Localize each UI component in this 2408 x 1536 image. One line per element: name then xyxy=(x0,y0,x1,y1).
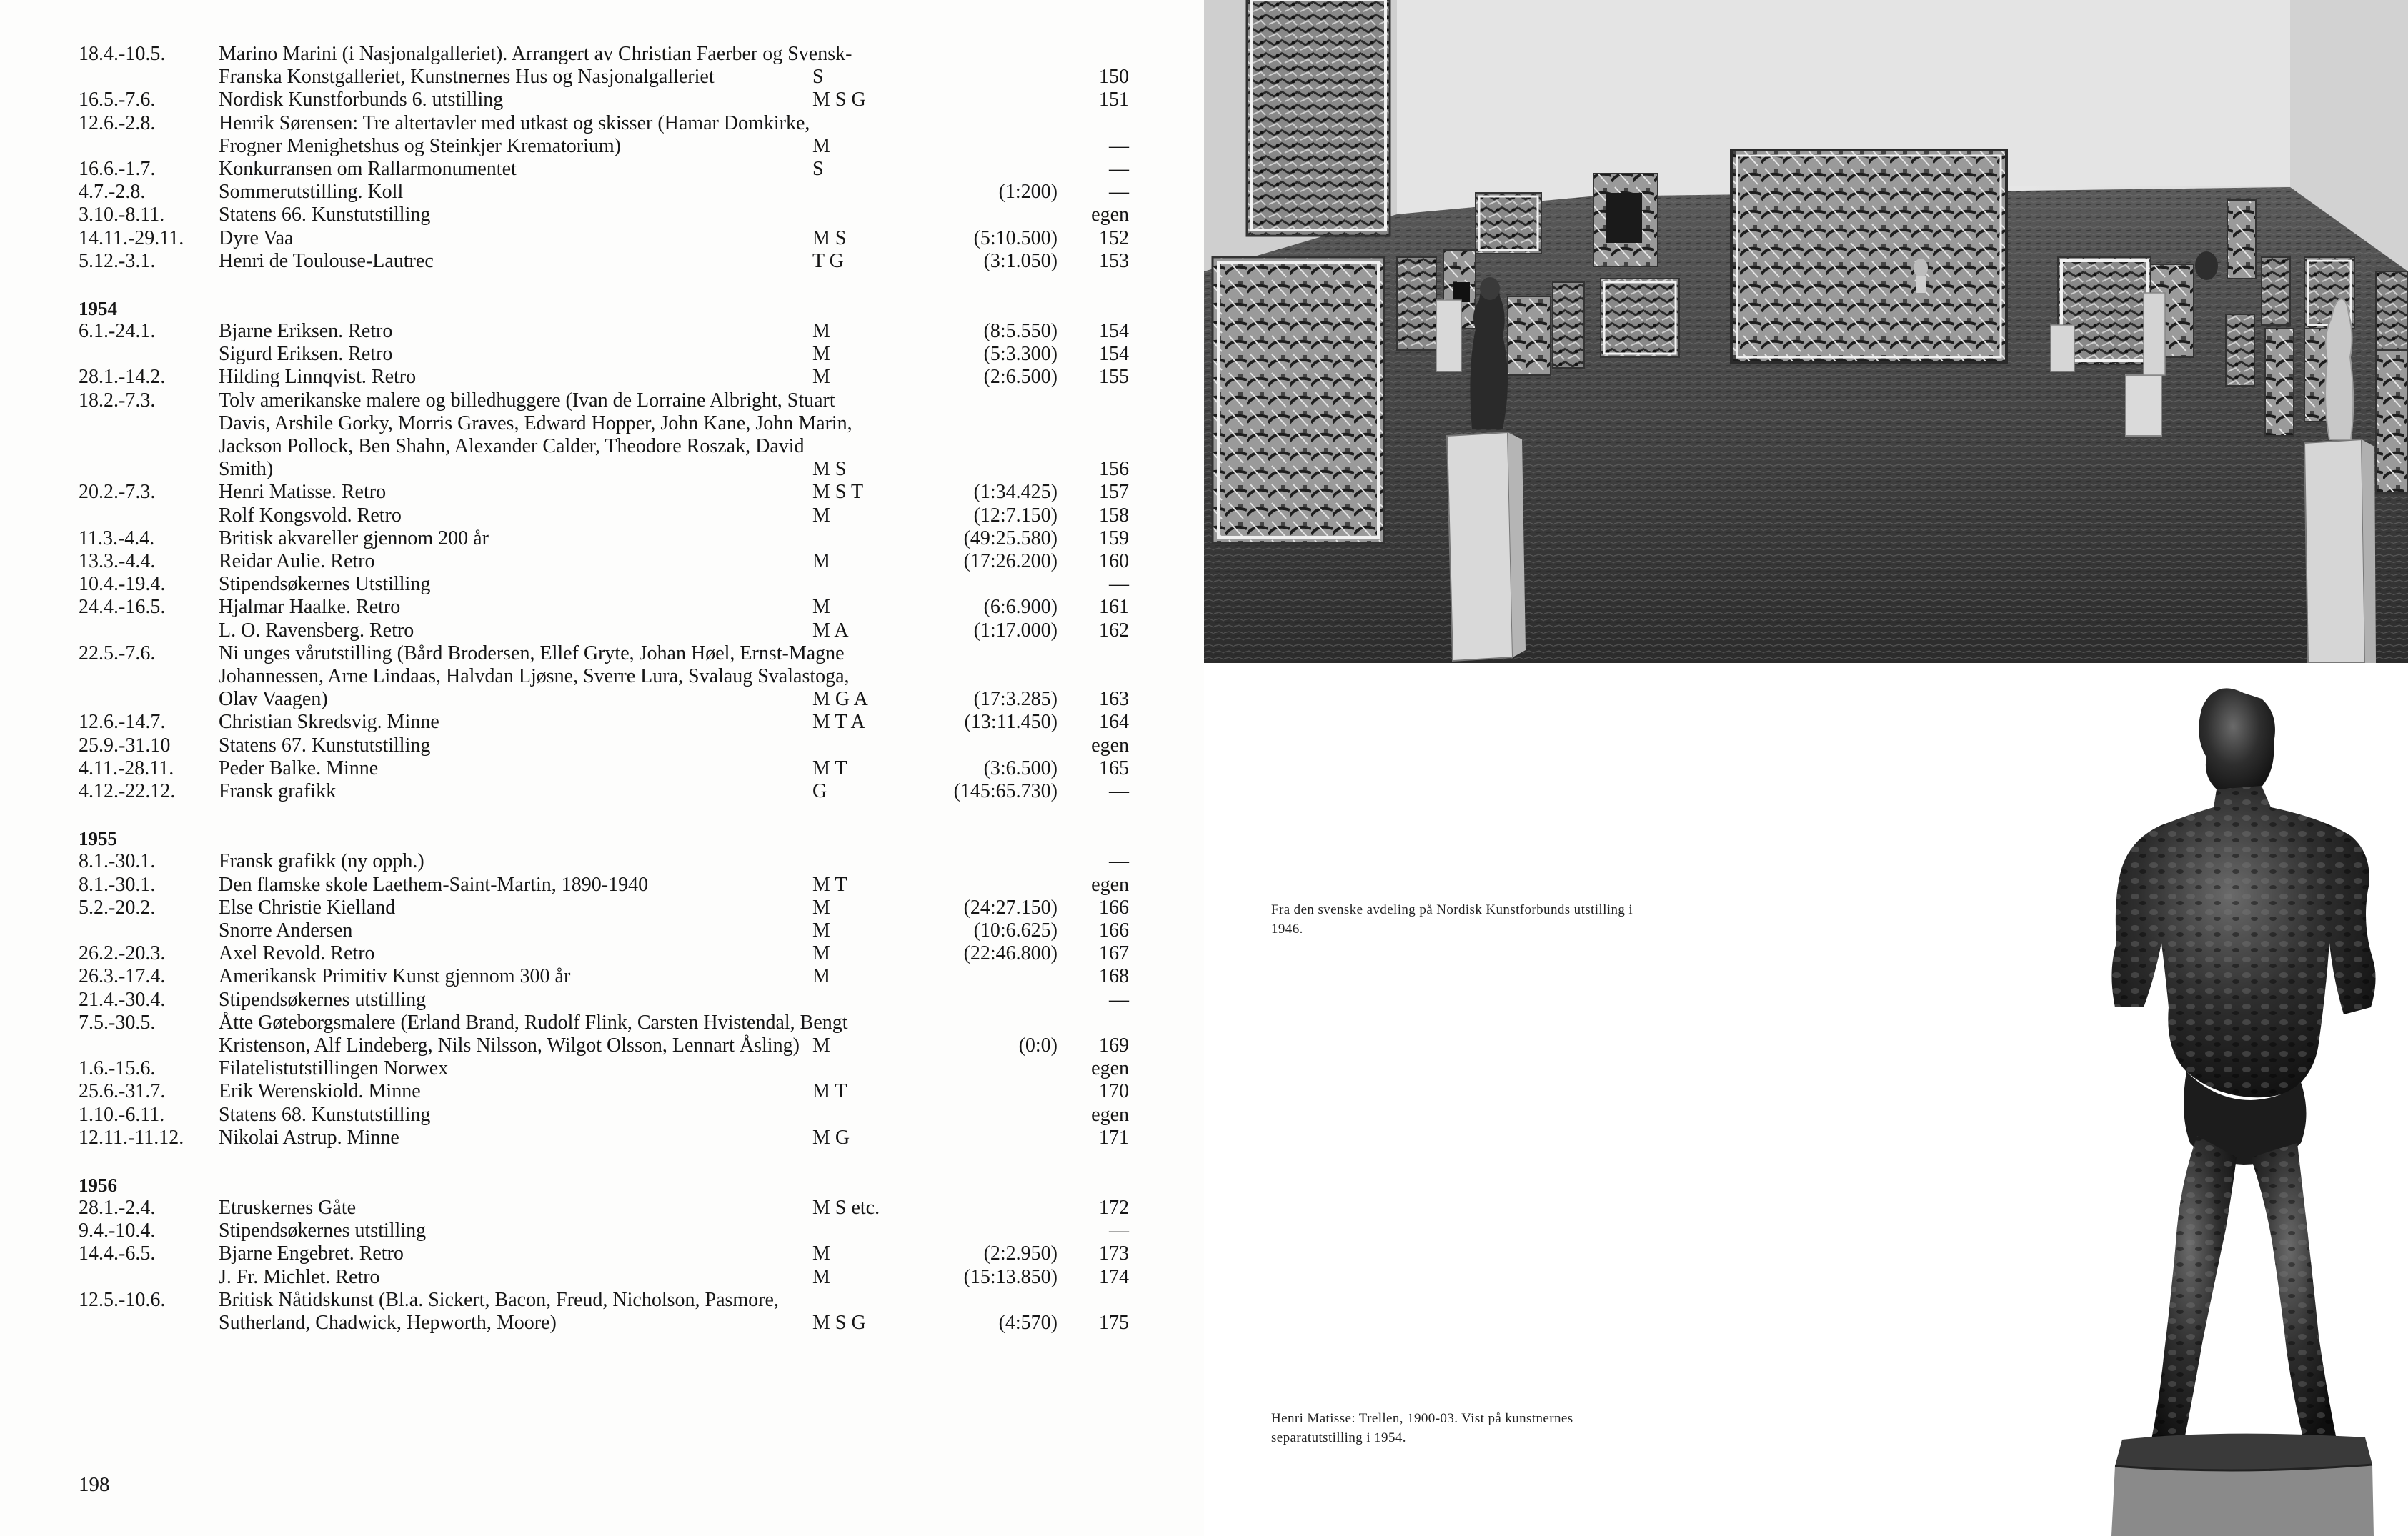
catalogue-number: — xyxy=(1109,181,1129,204)
year-block xyxy=(79,1174,1129,1335)
catalogue-number: 174 xyxy=(1099,1265,1129,1288)
catalogue-number: 156 xyxy=(1099,458,1129,481)
sculpture-photo xyxy=(2036,672,2408,1536)
exhibition-code: M G xyxy=(812,1126,850,1149)
exhibition-code: M G A xyxy=(812,688,868,711)
year-block xyxy=(79,43,1129,273)
exhibition-code: M xyxy=(812,1242,830,1265)
exhibition-visitors: (5:10.500) xyxy=(973,226,1058,249)
exhibition-code: M S G xyxy=(812,89,866,111)
exhibition-row xyxy=(79,573,1129,596)
exhibition-date: 28.1.-14.2. xyxy=(79,366,166,389)
exhibition-title: Åtte Gøteborgsmalere (Erland Brand, Rudolf Flink, Carsten Hvistendal, Bengt Kristenson, Alf Lindeberg, Nils Nilsson, Wilgot Olsson, Lennart Åsling) xyxy=(219,1011,848,1057)
catalogue-number: 170 xyxy=(1099,1080,1129,1103)
exhibition-date: 8.1.-30.1. xyxy=(79,850,156,873)
exhibition-row xyxy=(79,989,1129,1012)
exhibition-date: 7.5.-30.5. xyxy=(79,1011,156,1034)
exhibition-code: G xyxy=(812,780,827,803)
exhibition-row xyxy=(79,181,1129,204)
exhibition-title: Henri de Toulouse-Lautrec xyxy=(219,249,434,272)
exhibition-visitors: (17:26.200) xyxy=(963,550,1058,573)
exhibition-date: 20.2.-7.3. xyxy=(79,481,156,504)
catalogue-number: egen xyxy=(1091,1103,1129,1126)
exhibition-title: Marino Marini (i Nasjonalgalleriet). Arrangert av Christian Faerber og Svensk-Franska Konstgalleriet, Kunstnernes Hus og Nasjonalgalleriet xyxy=(219,43,852,89)
exhibition-row xyxy=(79,1289,1129,1335)
exhibition-visitors: (8:5.550) xyxy=(983,320,1058,343)
exhibition-visitors: (3:6.500) xyxy=(983,757,1058,779)
exhibition-title: Snorre Andersen xyxy=(219,919,353,942)
exhibition-date: 26.2.-20.3. xyxy=(79,942,166,965)
exhibition-title: Statens 68. Kunstutstilling xyxy=(219,1103,431,1126)
exhibition-code: M T xyxy=(812,1080,847,1103)
catalogue-number: 168 xyxy=(1099,965,1129,988)
catalogue-number: 166 xyxy=(1099,896,1129,919)
exhibition-code: M xyxy=(812,1034,830,1057)
exhibition-title: Stipendsøkernes Utstilling xyxy=(219,573,431,596)
exhibition-date: 8.1.-30.1. xyxy=(79,873,156,896)
exhibition-row xyxy=(79,320,1129,343)
exhibition-row xyxy=(79,919,1129,942)
catalogue-number: — xyxy=(1109,573,1129,596)
exhibition-date: 26.3.-17.4. xyxy=(79,965,166,988)
exhibition-date: 10.4.-19.4. xyxy=(79,573,166,596)
exhibition-visitors: (24:27.150) xyxy=(963,896,1058,919)
page-number: 198 xyxy=(79,1473,110,1496)
exhibition-title: Fransk grafikk (ny opph.) xyxy=(219,850,424,873)
exhibition-title: Erik Werenskiold. Minne xyxy=(219,1080,421,1103)
exhibition-code: M T xyxy=(812,873,847,896)
exhibition-row xyxy=(79,850,1129,873)
exhibition-title: Stipendsøkernes utstilling xyxy=(219,1220,427,1242)
exhibition-row xyxy=(79,158,1129,181)
exhibition-visitors: (4:570) xyxy=(998,1311,1058,1334)
catalogue-number: 169 xyxy=(1099,1034,1129,1057)
catalogue-number: — xyxy=(1109,134,1129,157)
catalogue-number: — xyxy=(1109,850,1129,873)
exhibition-date: 1.10.-6.11. xyxy=(79,1103,165,1126)
catalogue-number: egen xyxy=(1091,204,1129,226)
exhibition-visitors: (15:13.850) xyxy=(963,1265,1058,1288)
catalogue-number: 155 xyxy=(1099,366,1129,389)
exhibition-row xyxy=(79,965,1129,988)
exhibition-visitors: (1:200) xyxy=(998,181,1058,204)
exhibition-row xyxy=(79,711,1129,734)
exhibition-date: 14.4.-6.5. xyxy=(79,1242,156,1265)
exhibition-row xyxy=(79,780,1129,803)
catalogue-number: 160 xyxy=(1099,550,1129,573)
exhibition-date: 3.10.-8.11. xyxy=(79,204,165,226)
exhibition-title: Statens 67. Kunstutstilling xyxy=(219,734,431,757)
exhibition-row xyxy=(79,504,1129,527)
exhibition-title: Den flamske skole Laethem-Saint-Martin, 1890-1940 xyxy=(219,873,649,896)
exhibition-code: M S xyxy=(812,226,847,249)
catalogue-number: egen xyxy=(1091,873,1129,896)
exhibition-title: Bjarne Engebret. Retro xyxy=(219,1242,404,1265)
exhibition-row xyxy=(79,1266,1129,1289)
exhibition-visitors: (2:6.500) xyxy=(983,366,1058,389)
catalogue-number: 172 xyxy=(1099,1196,1129,1219)
exhibition-date: 12.5.-10.6. xyxy=(79,1288,166,1311)
exhibition-date: 6.1.-24.1. xyxy=(79,320,156,343)
exhibition-code: M T xyxy=(812,757,847,779)
exhibition-title: Stipendsøkernes utstilling xyxy=(219,988,427,1011)
catalogue-number: 153 xyxy=(1099,249,1129,272)
exhibition-visitors: (1:34.425) xyxy=(973,481,1058,504)
exhibition-date: 12.11.-11.12. xyxy=(79,1126,184,1149)
exhibition-code: T G xyxy=(812,249,844,272)
catalogue-number: 157 xyxy=(1099,481,1129,504)
exhibition-title: Reidar Aulie. Retro xyxy=(219,550,375,573)
caption-gallery-photo: Fra den svenske avdeling på Nordisk Kunstforbunds utstilling i 1946. xyxy=(1271,902,1633,937)
exhibition-row xyxy=(79,596,1129,619)
exhibition-row xyxy=(79,734,1129,757)
catalogue-number: 166 xyxy=(1099,919,1129,942)
exhibition-date: 13.3.-4.4. xyxy=(79,550,156,573)
catalogue-number: 152 xyxy=(1099,226,1129,249)
exhibition-row xyxy=(79,1197,1129,1220)
exhibition-visitors: (13:11.450) xyxy=(964,711,1058,734)
exhibition-date: 5.2.-20.2. xyxy=(79,896,156,919)
exhibition-row xyxy=(79,527,1129,550)
exhibition-date: 9.4.-10.4. xyxy=(79,1220,156,1242)
exhibition-code: S xyxy=(812,158,824,181)
exhibition-title: Hjalmar Haalke. Retro xyxy=(219,596,401,619)
exhibition-row xyxy=(79,1104,1129,1127)
exhibition-title: Henrik Sørensen: Tre altertavler med utkast og skisser (Hamar Domkirke, Frogner Menighetshus og Steinkjer Krematorium) xyxy=(219,111,810,157)
exhibition-visitors: (6:6.900) xyxy=(983,596,1058,619)
exhibition-code: M S etc. xyxy=(812,1196,880,1219)
exhibition-row xyxy=(79,1242,1129,1265)
exhibition-date: 12.6.-14.7. xyxy=(79,711,166,734)
exhibition-code: M xyxy=(812,134,830,157)
exhibition-date: 28.1.-2.4. xyxy=(79,1196,156,1219)
exhibition-date: 16.6.-1.7. xyxy=(79,158,156,181)
exhibition-title: Amerikansk Primitiv Kunst gjennom 300 år xyxy=(219,965,571,988)
exhibition-code: M xyxy=(812,504,830,527)
exhibition-row xyxy=(79,757,1129,780)
exhibition-row xyxy=(79,389,1129,482)
exhibition-row xyxy=(79,642,1129,712)
exhibition-row xyxy=(79,874,1129,897)
exhibition-title: Peder Balke. Minne xyxy=(219,757,379,779)
exhibition-title: Else Christie Kielland xyxy=(219,896,396,919)
exhibition-title: Filatelistutstillingen Norwex xyxy=(219,1057,449,1080)
exhibition-date: 12.6.-2.8. xyxy=(79,111,156,134)
exhibition-title: Nikolai Astrup. Minne xyxy=(219,1126,399,1149)
exhibition-code: M xyxy=(812,919,830,942)
catalogue-number: 165 xyxy=(1099,757,1129,779)
catalogue-number: 150 xyxy=(1099,66,1129,89)
exhibition-row xyxy=(79,619,1129,642)
catalogue-number: 167 xyxy=(1099,942,1129,965)
exhibition-date: 11.3.-4.4. xyxy=(79,527,155,549)
exhibition-visitors: (3:1.050) xyxy=(983,249,1058,272)
exhibition-code: M S xyxy=(812,458,847,481)
catalogue-number: 151 xyxy=(1099,89,1129,111)
exhibition-row xyxy=(79,897,1129,919)
exhibition-date: 18.2.-7.3. xyxy=(79,389,156,412)
year-block xyxy=(79,827,1129,1149)
exhibition-title: Etruskernes Gåte xyxy=(219,1196,357,1219)
exhibition-row xyxy=(79,43,1129,89)
catalogue-number: 175 xyxy=(1099,1311,1129,1334)
exhibition-visitors: (17:3.285) xyxy=(973,688,1058,711)
exhibition-title: Rolf Kongsvold. Retro xyxy=(219,504,402,527)
exhibition-code: M xyxy=(812,1265,830,1288)
exhibition-row xyxy=(79,366,1129,389)
catalogue-number: — xyxy=(1109,780,1129,803)
exhibition-visitors: (5:3.300) xyxy=(983,343,1058,366)
exhibition-title: Sommerutstilling. Koll xyxy=(219,181,404,204)
exhibition-title: Statens 66. Kunstutstilling xyxy=(219,204,431,226)
exhibition-date: 1.6.-15.6. xyxy=(79,1057,156,1080)
exhibition-row xyxy=(79,1080,1129,1103)
exhibition-code: M xyxy=(812,896,830,919)
catalogue-number: 161 xyxy=(1099,596,1129,619)
exhibition-code: M S T xyxy=(812,481,864,504)
exhibition-title: Ni unges vårutstilling (Bård Brodersen, Ellef Gryte, Johan Høel, Ernst-Magne Johannessen, Arne Lindaas, Halvdan Ljøsne, Sverre Lura, Svalaug Svalastoga, Olav Vaagen) xyxy=(219,642,850,711)
exhibition-visitors: (1:17.000) xyxy=(973,619,1058,642)
exhibition-code: M xyxy=(812,343,830,366)
exhibition-row xyxy=(79,112,1129,158)
exhibition-code: M S G xyxy=(812,1311,866,1334)
exhibition-date: 4.7.-2.8. xyxy=(79,181,146,204)
exhibition-code: M xyxy=(812,965,830,988)
exhibition-row xyxy=(79,550,1129,573)
exhibition-row xyxy=(79,1127,1129,1149)
catalogue-number: 173 xyxy=(1099,1242,1129,1265)
catalogue-number: egen xyxy=(1091,1057,1129,1080)
exhibition-date: 4.12.-22.12. xyxy=(79,780,176,803)
exhibition-row xyxy=(79,343,1129,366)
catalogue-number: 154 xyxy=(1099,320,1129,343)
exhibition-code: M xyxy=(812,596,830,619)
exhibition-title: J. Fr. Michlet. Retro xyxy=(219,1265,380,1288)
exhibition-visitors: (12:7.150) xyxy=(973,504,1058,527)
exhibition-title: Dyre Vaa xyxy=(219,226,294,249)
exhibition-title: Britisk Nåtidskunst (Bl.a. Sickert, Bacon, Freud, Nicholson, Pasmore, Sutherland, Chadwick, Hepworth, Moore) xyxy=(219,1288,779,1334)
exhibition-title: Sigurd Eriksen. Retro xyxy=(219,343,393,366)
exhibition-title: Axel Revold. Retro xyxy=(219,942,375,965)
exhibition-date: 22.5.-7.6. xyxy=(79,642,156,664)
exhibition-date: 24.4.-16.5. xyxy=(79,596,166,619)
catalogue-number: 159 xyxy=(1099,527,1129,549)
catalogue-number: 158 xyxy=(1099,504,1129,527)
exhibition-visitors: (145:65.730) xyxy=(953,780,1058,803)
exhibition-row xyxy=(79,204,1129,226)
exhibition-title: Henri Matisse. Retro xyxy=(219,481,387,504)
exhibition-title: Tolv amerikanske malere og billedhuggere (Ivan de Lorraine Albright, Stuart Davis, Arshile Gorky, Morris Graves, Edward Hopper, John Kane, John Marin, Jackson Pollock, Ben Shahn, Alexander Calder, Theodore Roszak, David Smith) xyxy=(219,389,852,481)
year-heading: 1954 xyxy=(79,298,117,320)
year-block xyxy=(79,297,1129,803)
exhibition-visitors: (0:0) xyxy=(1018,1034,1058,1057)
catalogue-number: — xyxy=(1109,988,1129,1011)
exhibition-date: 21.4.-30.4. xyxy=(79,988,166,1011)
exhibition-code: M xyxy=(812,320,830,343)
exhibition-title: Hilding Linnqvist. Retro xyxy=(219,366,417,389)
exhibition-row xyxy=(79,1220,1129,1242)
catalogue-number: 163 xyxy=(1099,688,1129,711)
exhibition-title: Britisk akvareller gjennom 200 år xyxy=(219,527,489,549)
exhibition-code: M T A xyxy=(812,711,865,734)
exhibition-code: M A xyxy=(812,619,849,642)
gallery-installation-photo xyxy=(1204,0,2408,663)
caption-sculpture-photo: Henri Matisse: Trellen, 1900-03. Vist på kunstnernes separatutstilling i 1954. xyxy=(1271,1411,1573,1445)
exhibition-visitors: (2:2.950) xyxy=(983,1242,1058,1265)
exhibition-row xyxy=(79,942,1129,965)
exhibition-code: S xyxy=(812,66,824,89)
catalogue-number: 164 xyxy=(1099,711,1129,734)
exhibition-title: Bjarne Eriksen. Retro xyxy=(219,320,393,343)
exhibition-date: 25.6.-31.7. xyxy=(79,1080,166,1103)
exhibition-code: M xyxy=(812,550,830,573)
catalogue-number: — xyxy=(1109,1220,1129,1242)
catalogue-number: 162 xyxy=(1099,619,1129,642)
catalogue-number: — xyxy=(1109,158,1129,181)
exhibition-title: L. O. Ravensberg. Retro xyxy=(219,619,414,642)
exhibition-row xyxy=(79,89,1129,111)
exhibition-date: 18.4.-10.5. xyxy=(79,43,166,65)
exhibition-title: Konkurransen om Rallarmonumentet xyxy=(219,158,517,181)
exhibition-date: 16.5.-7.6. xyxy=(79,89,156,111)
exhibition-row xyxy=(79,481,1129,504)
exhibition-row xyxy=(79,227,1129,250)
exhibition-code: M xyxy=(812,366,830,389)
exhibition-date: 5.12.-3.1. xyxy=(79,249,156,272)
exhibition-date: 14.11.-29.11. xyxy=(79,226,184,249)
right-page xyxy=(1204,0,2408,1536)
exhibition-title: Christian Skredsvig. Minne xyxy=(219,711,439,734)
exhibition-visitors: (22:46.800) xyxy=(963,942,1058,965)
year-heading: 1956 xyxy=(79,1174,117,1196)
exhibition-table xyxy=(79,43,1129,1335)
exhibition-row xyxy=(79,1057,1129,1080)
exhibition-title: Fransk grafikk xyxy=(219,780,337,803)
exhibition-date: 4.11.-28.11. xyxy=(79,757,174,779)
exhibition-row xyxy=(79,1012,1129,1057)
catalogue-number: 154 xyxy=(1099,343,1129,366)
year-heading: 1955 xyxy=(79,828,117,850)
exhibition-visitors: (10:6.625) xyxy=(973,919,1058,942)
catalogue-number: 171 xyxy=(1099,1126,1129,1149)
exhibition-title: Nordisk Kunstforbunds 6. utstilling xyxy=(219,89,504,111)
exhibition-visitors: (49:25.580) xyxy=(963,527,1058,549)
catalogue-number: egen xyxy=(1091,734,1129,757)
exhibition-date: 25.9.-31.10 xyxy=(79,734,171,757)
exhibition-row xyxy=(79,250,1129,273)
exhibition-code: M xyxy=(812,942,830,965)
